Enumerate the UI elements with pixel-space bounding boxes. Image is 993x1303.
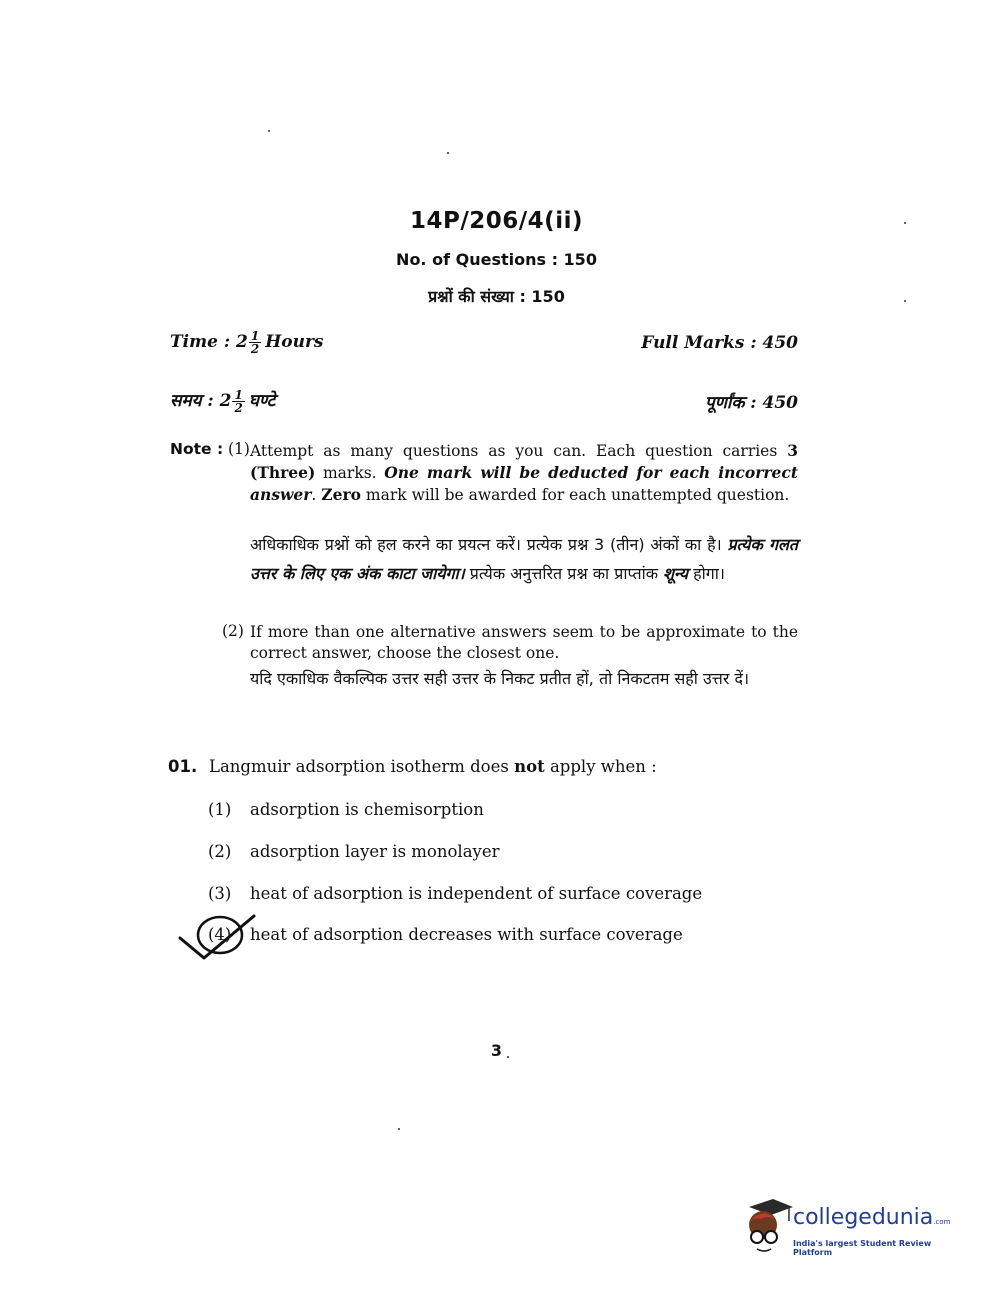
note-item1-hi: अधिकाधिक प्रश्नों को हल करने का प्रयत्न करें। प्रत्येक प्रश्न 3 (तीन) अंकों का है। प्रत्येक गलत उत्तर के लिए एक अंक काटा जायेगा। प्रत्येक अनुत्तरित प्रश्न का प्राप्तांक शून्य होगा। — [250, 535, 798, 583]
note-item2-en: If more than one alternative answers seem to be approximate to the correct answer, choose the closest one. — [250, 623, 798, 662]
question-number: 01. — [168, 757, 198, 776]
scan-speck — [268, 130, 270, 132]
time-marks-row-en — [170, 330, 798, 355]
full-marks-en: Full Marks : 450 — [641, 332, 798, 353]
scan-speck — [507, 1056, 509, 1058]
note-item2-hi: यदि एकाधिक वैकल्पिक उत्तर सही उत्तर के निकट प्रतीत हों, तो निकटतम सही उत्तर दें। — [250, 669, 750, 688]
option-4: (4) heat of adsorption decreases with surface coverage — [208, 925, 683, 944]
option-3: (3) heat of adsorption is independent of surface coverage — [208, 884, 703, 903]
scan-speck — [904, 300, 906, 302]
time-marks-row-hi — [170, 388, 798, 414]
collegedunia-watermark — [735, 1195, 965, 1265]
scan-speck — [904, 222, 906, 224]
note-item2-number: (2) — [222, 622, 244, 640]
scan-speck — [398, 1128, 400, 1130]
page-number: 3 — [490, 1041, 503, 1060]
full-marks-hi: पूर्णांक : 450 — [704, 392, 798, 413]
time-en: Time : 2 $\frac{1}{2}$ Hours — [170, 329, 324, 356]
num-questions-hi: प्रश्नों की संख्या : 150 — [428, 287, 565, 306]
paper-code: 14P/206/4(ii) — [410, 208, 583, 234]
note-item1-en: Attempt as many questions as you can. Each question carries 3 (Three) marks. One mark will be deducted for each incorrect answer. Zero mark will be awarded for each unattempted question. — [250, 441, 798, 504]
note-label: Note : — [170, 440, 224, 458]
scan-speck — [447, 152, 449, 154]
option-2: (2) adsorption layer is monolayer — [208, 842, 500, 861]
option-1: (1) adsorption is chemisorption — [208, 800, 484, 819]
num-questions-en: No. of Questions : 150 — [396, 250, 597, 269]
answer-mark-circle-tick — [176, 908, 256, 968]
note-item1-number: (1) — [228, 440, 250, 458]
mascot-logo-icon — [735, 1195, 793, 1257]
brand-name: collegedunia.com — [793, 1205, 951, 1230]
time-hi: समय : 2 $\frac{1}{2}$ घण्टे — [170, 388, 276, 415]
brand-tagline: India's largest Student Review Platform — [793, 1239, 932, 1257]
question-text: Langmuir adsorption isotherm does not apply when : — [209, 757, 657, 776]
